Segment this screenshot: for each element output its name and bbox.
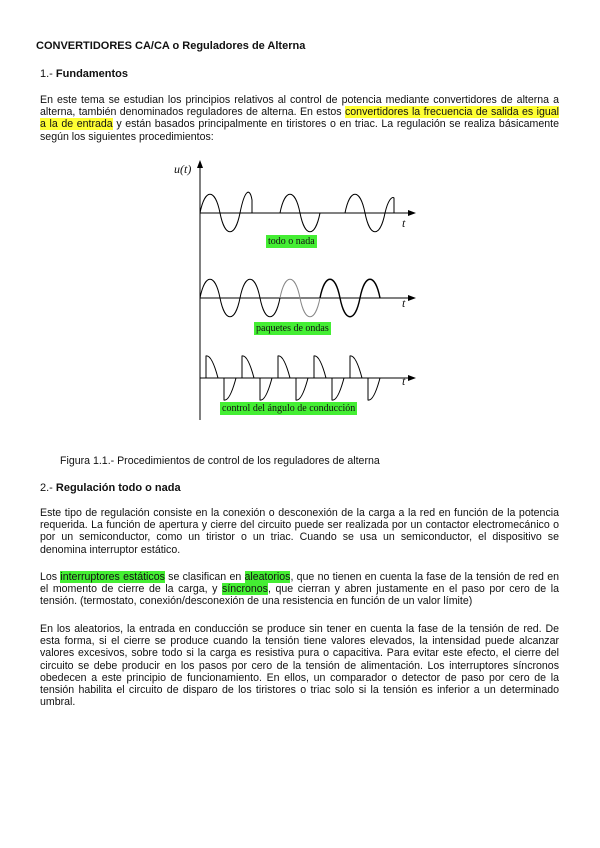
section-2-number: 2.-	[40, 482, 53, 494]
document-title: CONVERTIDORES CA/CA o Reguladores de Alterna	[36, 40, 306, 52]
time-axis-arrow-2	[408, 295, 416, 301]
t-axis-label-2: t	[402, 296, 406, 310]
waveform-diagram	[170, 158, 420, 424]
vertical-axis-arrow	[197, 160, 203, 168]
t-axis-label-3: t	[402, 374, 406, 388]
figure-control-procedures	[170, 158, 420, 424]
time-axis-arrow-1	[408, 210, 416, 216]
label-todo-o-nada: todo o nada	[268, 236, 315, 247]
waveform-todo-o-nada-1	[200, 192, 252, 232]
figure-caption: Figura 1.1.- Procedimientos de control de los reguladores de alterna	[60, 455, 380, 467]
section-2-heading	[40, 482, 181, 494]
highlight-frequency: convertidores la frecuencia de salida es igual a la de entrada	[40, 106, 559, 131]
time-axis-arrow-3	[408, 375, 416, 381]
section-2-paragraph-1: Este tipo de regulación consiste en la conexión o desconexión de la carga a la red en función de la potencia requerida. La función de apertura y cierre del circuito puede ser realizada por un contactor electromecánico o por un semiconductor, como un tiristor o un triac. Cuando se usa un semiconductor, el dispositivo se denomina interruptor estático.	[40, 507, 559, 556]
highlight-aleatorios: aleatorios	[244, 571, 291, 583]
label-control-angulo: control del ángulo de conducción	[222, 403, 356, 414]
text-run: y están basados principalmente en tiristores o en triac. La regulación se realiza básicamente según los siguientes procedimientos:	[40, 118, 559, 143]
highlight-interruptores-estaticos: interruptores estáticos	[60, 571, 165, 583]
text-run: , que no tienen en cuenta la fase de la tensión de red en el momento de cierre de la carga, y	[40, 571, 559, 596]
section-1-paragraph	[40, 94, 559, 143]
y-axis-label: u(t)	[174, 162, 192, 176]
label-paquetes-de-ondas: paquetes de ondas	[256, 323, 329, 334]
section-2-paragraph-2	[40, 571, 559, 608]
text-run: En este tema se estudian los principios relativos al control de potencia mediante convertidores de alterna a alterna, también denominados reguladores de alterna. En estos	[40, 94, 559, 119]
highlight-sincronos: síncronos	[222, 583, 268, 596]
text-run: se clasifican en	[168, 571, 242, 583]
text-run: , que cierran y abren justamente en el paso por cero de la tensión. (termostato, conexión/desconexión de una resistencia en función de un valor límite)	[40, 583, 559, 608]
section-2-paragraph-3: En los aleatorios, la entrada en conducción se produce sin tener en cuenta la fase de la tensión de red. De esta forma, si el cierre se produce cuando la tensión tiene valores elevados, la intensidad puede alcanzar valores excesivos, sobre todo si la carga es resistiva pura o capacitiva. Para evitar este efecto, el cierre del circuito se debe producir en los pasos por cero de la tensión de alimentación. Los interruptores síncronos obedecen a este principio de funcionamiento. En ellos, un comparador o detector de paso por cero de la tensión habilita el circuito de disparo de los tiristores o triac solo si la tensión es inferior a un determinado umbral.	[40, 623, 559, 709]
text-run: Los	[40, 571, 58, 583]
section-1-number: 1.-	[40, 68, 53, 80]
section-1-heading	[40, 68, 128, 80]
t-axis-label-1: t	[402, 216, 406, 230]
section-1-title: Fundamentos	[55, 68, 129, 80]
section-2-title: Regulación todo o nada	[55, 482, 181, 494]
